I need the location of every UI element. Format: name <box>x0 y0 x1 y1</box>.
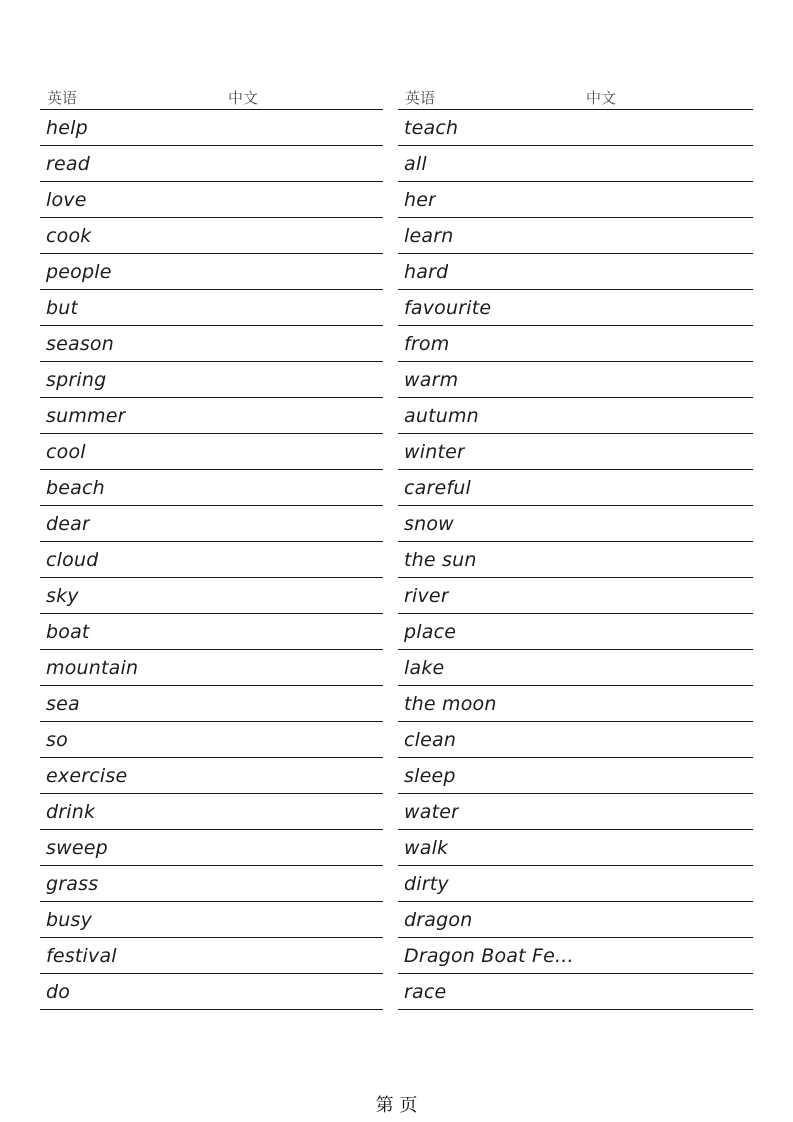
chinese-answer-blank <box>108 830 383 865</box>
english-word: busy <box>46 908 93 931</box>
english-word: sky <box>46 584 79 607</box>
chinese-answer-blank <box>87 182 383 217</box>
english-word: water <box>404 800 460 823</box>
table-row <box>398 650 753 686</box>
chinese-answer-blank <box>449 866 753 901</box>
table-row <box>398 254 753 290</box>
english-word: festival <box>46 944 117 967</box>
table-row <box>398 974 753 1010</box>
english-word: grass <box>46 872 99 895</box>
table-row <box>398 434 753 470</box>
table-row <box>40 722 383 758</box>
table-row <box>398 578 753 614</box>
english-word: sea <box>46 692 80 715</box>
english-word: season <box>46 332 114 355</box>
english-word: warm <box>404 368 459 391</box>
table-row <box>40 326 383 362</box>
english-word: her <box>404 188 437 211</box>
table-row <box>398 902 753 938</box>
english-word: cook <box>46 224 92 247</box>
english-word: cool <box>46 440 86 463</box>
chinese-answer-blank <box>456 758 753 793</box>
chinese-answer-blank <box>90 614 383 649</box>
chinese-answer-blank <box>456 722 753 757</box>
english-word: mountain <box>46 656 139 679</box>
table-row <box>40 218 383 254</box>
english-word: dear <box>46 512 91 535</box>
table-row <box>398 938 753 974</box>
chinese-answer-blank <box>465 434 753 469</box>
table-row <box>40 542 383 578</box>
table-row <box>398 182 753 218</box>
chinese-answer-blank <box>449 578 753 613</box>
chinese-answer-blank <box>448 830 753 865</box>
table-row <box>40 470 383 506</box>
chinese-answer-blank <box>79 578 383 613</box>
english-word: walk <box>404 836 449 859</box>
english-word: sleep <box>404 764 456 787</box>
english-word: spring <box>46 368 107 391</box>
english-word: favourite <box>404 296 492 319</box>
chinese-answer-blank <box>456 614 753 649</box>
table-row <box>40 866 383 902</box>
english-word: cloud <box>46 548 99 571</box>
english-word: race <box>404 980 447 1003</box>
table-row <box>398 614 753 650</box>
table-row <box>398 398 753 434</box>
page-footer: 第 页 <box>375 1095 418 1116</box>
chinese-answer-blank <box>80 686 383 721</box>
table-row <box>40 614 383 650</box>
english-word: river <box>404 584 449 607</box>
english-word: sweep <box>46 836 108 859</box>
vocab-table-left <box>40 84 383 1010</box>
table-row <box>40 686 383 722</box>
word-rows <box>40 110 383 1010</box>
chinese-answer-blank <box>92 902 383 937</box>
table-header <box>398 84 753 110</box>
english-word: careful <box>404 476 472 499</box>
chinese-answer-blank <box>86 434 383 469</box>
english-word: place <box>404 620 457 643</box>
english-word: so <box>46 728 68 751</box>
table-row <box>40 650 383 686</box>
table-row <box>398 146 753 182</box>
chinese-answer-blank <box>106 362 383 397</box>
english-word: people <box>46 260 112 283</box>
chinese-answer-blank <box>78 290 383 325</box>
chinese-answer-blank <box>497 686 753 721</box>
table-row <box>398 362 753 398</box>
table-row <box>398 110 753 146</box>
english-word: hard <box>404 260 449 283</box>
chinese-answer-blank <box>88 110 383 145</box>
table-row <box>398 506 753 542</box>
english-word: help <box>46 116 88 139</box>
chinese-answer-blank <box>446 974 753 1009</box>
table-row <box>398 722 753 758</box>
column-header-english: 英语 <box>47 89 78 107</box>
chinese-answer-blank <box>479 398 753 433</box>
chinese-answer-blank <box>90 146 383 181</box>
table-row <box>398 470 753 506</box>
english-word: dragon <box>404 908 473 931</box>
table-row <box>40 830 383 866</box>
chinese-answer-blank <box>574 938 753 973</box>
chinese-answer-blank <box>127 758 383 793</box>
chinese-answer-blank <box>454 506 753 541</box>
english-word: teach <box>404 116 459 139</box>
english-word: exercise <box>46 764 128 787</box>
chinese-answer-blank <box>491 290 753 325</box>
table-row <box>40 902 383 938</box>
chinese-answer-blank <box>112 254 383 289</box>
english-word: all <box>404 152 427 175</box>
english-word: summer <box>46 404 126 427</box>
table-row <box>398 866 753 902</box>
vocabulary-tables <box>40 84 753 1010</box>
english-word: do <box>46 980 71 1003</box>
chinese-answer-blank <box>70 974 383 1009</box>
column-header-english: 英语 <box>405 89 436 107</box>
table-row <box>398 830 753 866</box>
chinese-answer-blank <box>98 542 383 577</box>
chinese-answer-blank <box>98 866 383 901</box>
english-word: drink <box>46 800 96 823</box>
table-row <box>398 758 753 794</box>
vocab-table-right <box>398 84 753 1010</box>
chinese-answer-blank <box>90 506 383 541</box>
chinese-answer-blank <box>92 218 384 253</box>
column-header-chinese: 中文 <box>586 89 617 107</box>
chinese-answer-blank <box>449 326 753 361</box>
table-header <box>40 84 383 110</box>
chinese-answer-blank <box>458 362 753 397</box>
english-word: beach <box>46 476 105 499</box>
table-row <box>398 218 753 254</box>
table-row <box>40 362 383 398</box>
table-row <box>40 110 383 146</box>
table-row <box>40 974 383 1010</box>
table-row <box>40 434 383 470</box>
chinese-answer-blank <box>477 542 753 577</box>
english-word: autumn <box>404 404 479 427</box>
table-row <box>40 398 383 434</box>
english-word: the moon <box>404 692 497 715</box>
chinese-answer-blank <box>126 398 383 433</box>
chinese-answer-blank <box>448 254 753 289</box>
table-row <box>398 290 753 326</box>
chinese-answer-blank <box>472 902 753 937</box>
table-row <box>40 254 383 290</box>
english-word: lake <box>404 656 445 679</box>
chinese-answer-blank <box>95 794 383 829</box>
english-word: but <box>46 296 79 319</box>
english-word: boat <box>46 620 90 643</box>
table-row <box>40 146 383 182</box>
chinese-answer-blank <box>459 794 753 829</box>
chinese-answer-blank <box>105 470 383 505</box>
table-row <box>398 542 753 578</box>
english-word: love <box>46 188 87 211</box>
chinese-answer-blank <box>444 650 753 685</box>
english-word: read <box>46 152 91 175</box>
table-row <box>40 182 383 218</box>
english-word: the sun <box>404 548 477 571</box>
table-row <box>40 758 383 794</box>
table-row <box>40 578 383 614</box>
english-word: dirty <box>404 872 449 895</box>
chinese-answer-blank <box>427 146 753 181</box>
chinese-answer-blank <box>453 218 753 253</box>
chinese-answer-blank <box>458 110 753 145</box>
english-word: learn <box>404 224 454 247</box>
table-row <box>40 938 383 974</box>
chinese-answer-blank <box>471 470 753 505</box>
english-word: Dragon Boat Fe... <box>404 944 574 967</box>
word-rows <box>398 110 753 1010</box>
column-header-chinese: 中文 <box>228 89 259 107</box>
english-word: snow <box>404 512 454 535</box>
chinese-answer-blank <box>117 938 383 973</box>
english-word: clean <box>404 728 457 751</box>
english-word: winter <box>404 440 466 463</box>
table-row <box>398 794 753 830</box>
table-row <box>40 506 383 542</box>
table-row <box>398 326 753 362</box>
table-row <box>40 290 383 326</box>
chinese-answer-blank <box>436 182 753 217</box>
chinese-answer-blank <box>68 722 383 757</box>
table-row <box>40 794 383 830</box>
table-row <box>398 686 753 722</box>
chinese-answer-blank <box>138 650 383 685</box>
english-word: from <box>404 332 450 355</box>
chinese-answer-blank <box>114 326 383 361</box>
